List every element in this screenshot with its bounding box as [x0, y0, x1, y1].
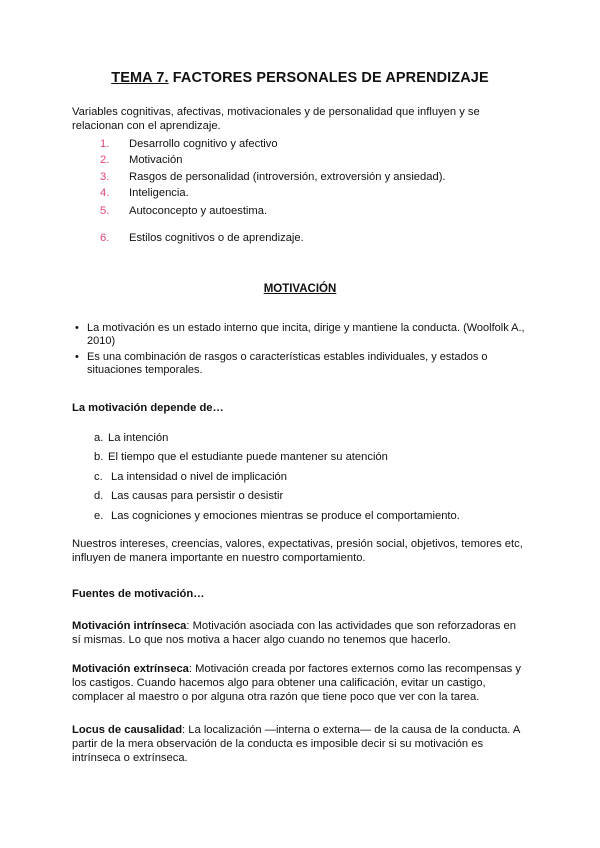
definition-text: : Motivación asociada con las actividades que son reforzadoras en sí mismas. Lo que nos motiva a hacer algo cuando no tenemos que hacerlo. [72, 620, 516, 646]
item-text: Las causas para persistir o desistir [111, 490, 284, 502]
list-item [100, 186, 189, 200]
bullet-text: La motivación es un estado interno que incita, dirige y mantiene la conducta. (Woolfolk A., 2010) [87, 322, 525, 347]
item-text: Inteligencia. [129, 187, 189, 199]
intro-paragraph: Variables cognitivas, afectivas, motivacionales y de personalidad que influyen y se relacionan con el aprendizaje. [72, 106, 480, 132]
bullet-dot-icon: • [75, 322, 79, 334]
definition-term: Motivación intrínseca [72, 620, 187, 632]
title-prefix: TEMA 7. [111, 70, 169, 86]
item-number: 6. [100, 232, 110, 244]
page-title [0, 70, 600, 86]
item-letter: b. [94, 451, 104, 463]
item-number: 5. [100, 205, 110, 217]
definition-paragraph [72, 662, 526, 704]
definition-paragraph [72, 619, 526, 647]
item-text: La intensidad o nivel de implicación [111, 471, 288, 483]
lettered-item [94, 431, 168, 445]
definition-text: : La localización —interna o externa— de la causa de la conducta. A partir de la mera observación de la conducta es imposible decir si su motivación es intrínseca o extrínseca. [72, 724, 520, 764]
definition-paragraph [72, 723, 526, 765]
bullet-dot-icon: • [75, 351, 79, 363]
item-letter: d. [94, 490, 104, 502]
lettered-item [94, 489, 283, 503]
item-number: 1. [100, 138, 110, 150]
item-letter: a. [94, 432, 104, 444]
definition-text: : Motivación creada por factores externos como las recompensas y los castigos. Cuando hacemos algo para obtener una calificación, evitar un castigo, complacer al maestro o por alguna otra razón que tiene poco que ver con la tarea. [72, 663, 521, 703]
depends-heading: La motivación depende de… [72, 402, 224, 414]
item-text: Rasgos de personalidad (introversión, extroversión y ansiedad). [129, 171, 446, 183]
list-item [100, 204, 267, 218]
item-text: La intención [108, 432, 169, 444]
item-text: Estilos cognitivos o de aprendizaje. [129, 232, 304, 244]
definition-term: Locus de causalidad [72, 724, 183, 736]
bullet-item [75, 322, 527, 348]
influence-paragraph: Nuestros intereses, creencias, valores, expectativas, presión social, objetivos, temores etc, influyen de manera importante en nuestro comportamiento. [72, 538, 523, 564]
list-item [100, 231, 304, 245]
item-text: El tiempo que el estudiante puede mantener su atención [108, 451, 388, 463]
item-text: Autoconcepto y autoestima. [129, 205, 268, 217]
lettered-item [94, 509, 460, 523]
lettered-item [94, 470, 287, 484]
item-number: 3. [100, 171, 110, 183]
item-number: 2. [100, 154, 110, 166]
definition-term: Motivación extrínseca [72, 663, 189, 675]
list-item [100, 137, 278, 151]
lettered-item [94, 450, 388, 464]
section-title: MOTIVACIÓN [263, 283, 337, 295]
item-text: Motivación [129, 154, 183, 166]
list-item [100, 170, 446, 184]
item-letter: c. [94, 471, 103, 483]
item-number: 4. [100, 187, 110, 199]
bullet-text: Es una combinación de rasgos o características estables individuales, y estados o situaciones temporales. [87, 351, 488, 376]
bullet-item [75, 351, 527, 377]
title-rest: FACTORES PERSONALES DE APRENDIZAJE [168, 70, 489, 86]
list-item [100, 153, 182, 167]
item-text: Las cogniciones y emociones mientras se produce el comportamiento. [111, 510, 460, 522]
sources-heading: Fuentes de motivación… [72, 588, 205, 600]
item-text: Desarrollo cognitivo y afectivo [129, 138, 278, 150]
item-letter: e. [94, 510, 104, 522]
